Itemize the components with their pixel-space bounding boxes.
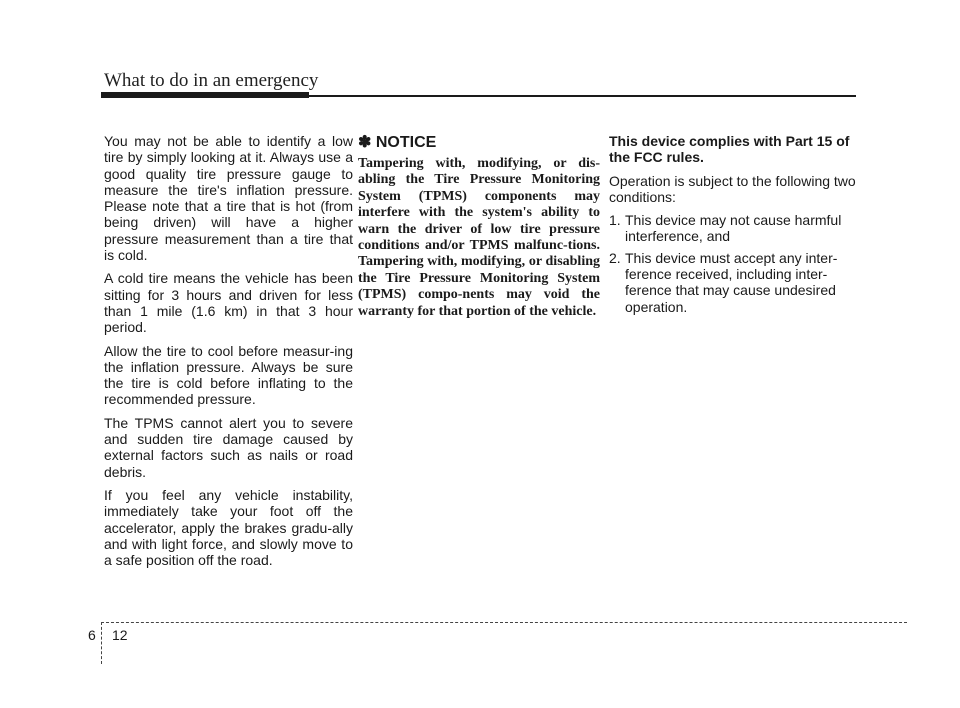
page-number: 12	[112, 627, 128, 643]
list-text: This device may not cause harmful interference, and	[625, 212, 842, 245]
footer-rule	[101, 622, 907, 623]
list-number: 2.	[609, 249, 621, 266]
paragraph: You may not be able to identify a low tire by simply looking at it. Always use a good quality tire pressure gauge to measure the tire's inflation pressure. Please note that a tire that is hot (from being driven) will have a higher pressure measurement than a tire that is cold.	[104, 133, 353, 264]
paragraph: A cold tire means the vehicle has been sitting for 3 hours and driven for less than 1 mile (1.6 km) in that 3 hour period.	[104, 270, 353, 336]
fcc-compliance-statement: This device complies with Part 15 of the FCC rules.	[609, 133, 850, 166]
column-left	[104, 133, 353, 575]
column-right	[609, 133, 856, 320]
paragraph: If you feel any vehicle instability, immediately take your foot off the accelerator, apply the brakes gradu-ally and with light force, and slowly move to a safe position off the road.	[104, 486, 353, 569]
notice-body: Tampering with, modifying, or dis-abling the Tire Pressure Monitoring System (TPMS) components may interfere with the system's ability to warn the driver of low tire pressure conditions and/or TPMS malfunc-tions. Tampering with, modifying, or disabling the Tire Pressure Monitoring System (TPMS) compo-nents may void the warranty for that portion of the vehicle.	[358, 156, 600, 319]
list-item	[609, 212, 856, 245]
notice-title: ✽ NOTICE	[358, 134, 437, 151]
paragraph: Allow the tire to cool before measur-ing the inflation pressure. Always be sure the tire is cold before inflating to the recommended pressure.	[104, 342, 353, 408]
list-text: This device must accept any inter-ference received, including inter-ference that may cause undesired operation.	[625, 249, 838, 315]
paragraph: The TPMS cannot alert you to severe and sudden tire damage caused by external factors such as nails or road debris.	[104, 414, 353, 480]
section-title: What to do in an emergency	[104, 70, 319, 91]
list-item	[609, 250, 856, 315]
header-rule-thick	[101, 92, 309, 98]
footer-divider	[101, 622, 102, 664]
chapter-number: 6	[88, 627, 96, 643]
conditions-intro: Operation is subject to the following two conditions:	[609, 172, 856, 205]
header-rule-thin	[309, 95, 856, 97]
list-number: 1.	[609, 212, 621, 229]
notice-box	[358, 133, 600, 320]
